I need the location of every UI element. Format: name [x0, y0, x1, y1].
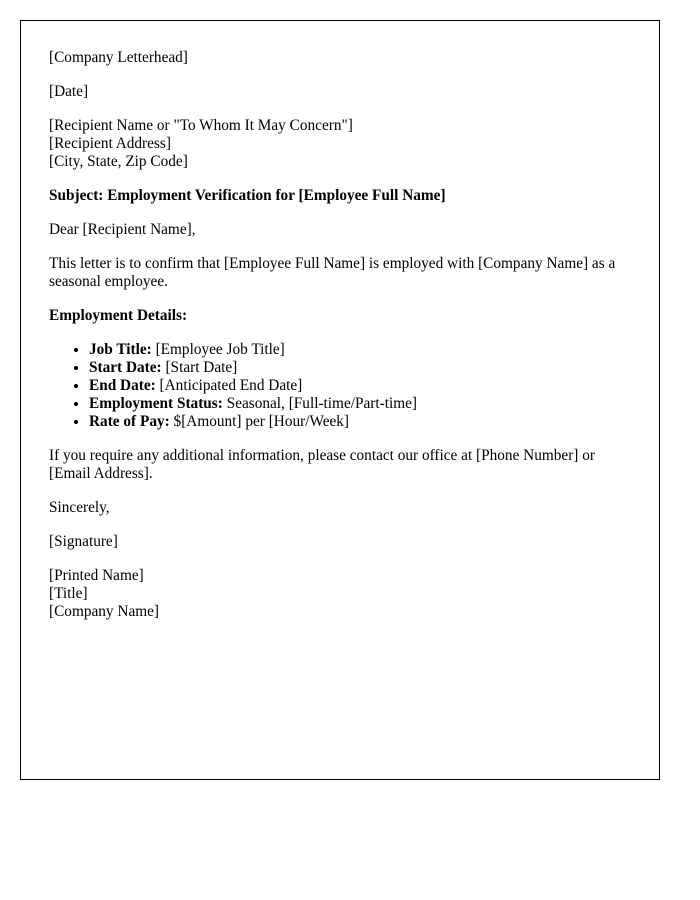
detail-label: Employment Status: [89, 395, 223, 412]
detail-item-end-date [89, 377, 631, 395]
printed-name: [Printed Name] [49, 567, 144, 584]
signer-company: [Company Name] [49, 603, 160, 620]
detail-value: [Employee Job Title] [151, 341, 285, 358]
detail-value: $[Amount] per [Hour/Week] [169, 413, 350, 430]
detail-label: Start Date: [89, 359, 162, 376]
detail-item-employment-status [89, 395, 631, 413]
recipient-address: [Recipient Address] [49, 135, 171, 152]
detail-label: Rate of Pay: [89, 413, 170, 430]
details-heading: Employment Details: [49, 307, 188, 324]
company-letterhead: [Company Letterhead] [49, 49, 188, 66]
recipient-name: [Recipient Name or "To Whom It May Concern"] [49, 117, 353, 134]
recipient-block [49, 117, 631, 171]
contact-paragraph: If you require any additional information, please contact our office at [Phone Number] or [Email Address]. [49, 447, 595, 482]
salutation: Dear [Recipient Name], [49, 221, 196, 238]
details-list [49, 341, 631, 431]
intro-paragraph: This letter is to confirm that [Employee Full Name] is employed with [Company Name] as a seasonal employee. [49, 255, 616, 290]
detail-value: [Anticipated End Date] [155, 377, 303, 394]
signer-title: [Title] [49, 585, 88, 602]
detail-item-start-date [89, 359, 631, 377]
signature: [Signature] [49, 533, 118, 550]
detail-item-job-title [89, 341, 631, 359]
subject-line: Subject: Employment Verification for [Employee Full Name] [49, 187, 446, 204]
recipient-city-state-zip: [City, State, Zip Code] [49, 153, 188, 170]
detail-value: Seasonal, [Full-time/Part-time] [222, 395, 418, 412]
detail-label: Job Title: [89, 341, 152, 358]
detail-item-rate-of-pay [89, 413, 631, 431]
signoff-block [49, 567, 631, 621]
detail-label: End Date: [89, 377, 156, 394]
letter-page [20, 20, 660, 780]
closing: Sincerely, [49, 499, 110, 516]
detail-value: [Start Date] [161, 359, 238, 376]
letter-date: [Date] [49, 83, 89, 100]
